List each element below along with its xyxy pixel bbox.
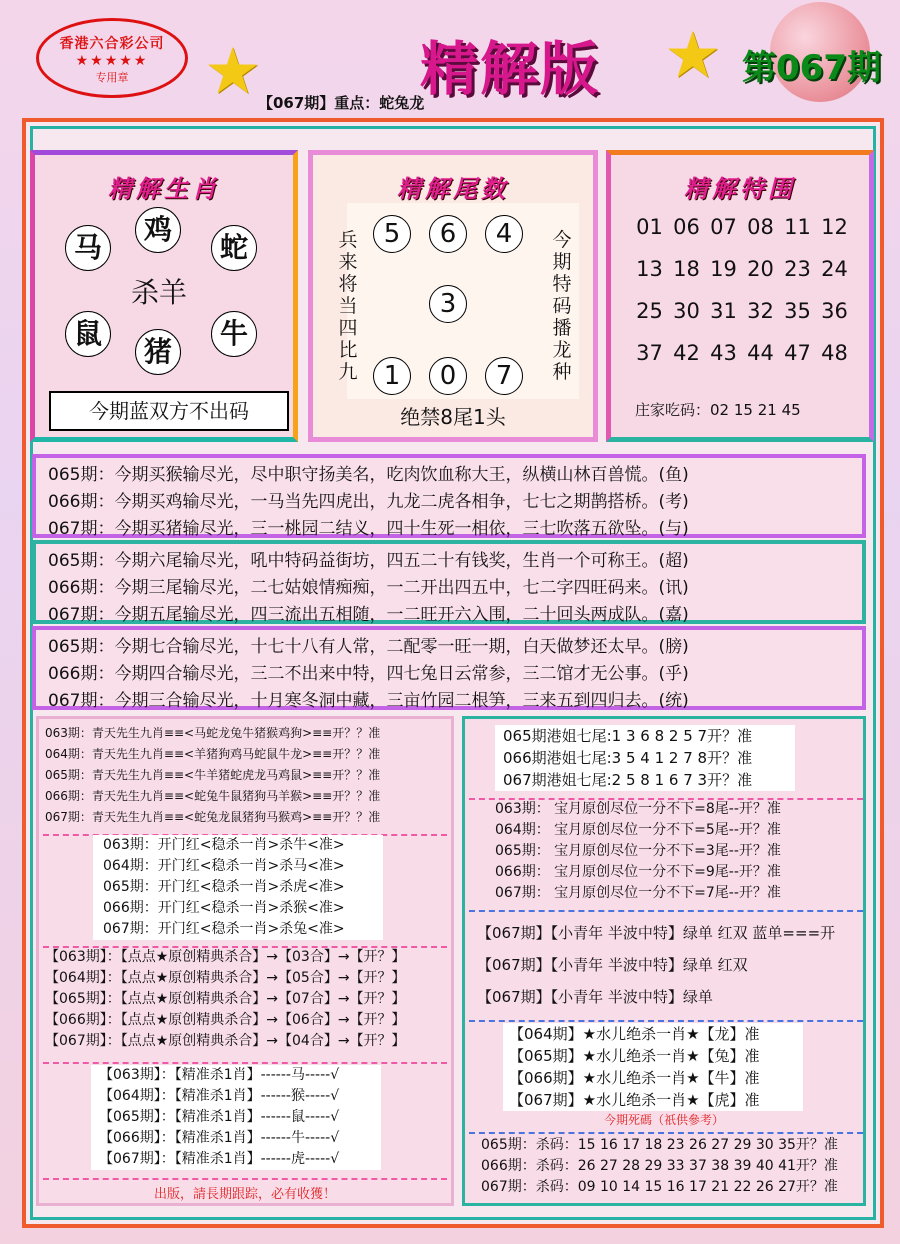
- special-number: 23: [784, 257, 811, 281]
- zodiac-animal: 蛇: [211, 225, 257, 271]
- list-item: 066期：杀码：26 27 28 29 33 37 38 39 40 41开？准: [481, 1158, 838, 1174]
- special-number: 35: [784, 299, 811, 323]
- tail-footer: 绝禁8尾1头: [400, 405, 506, 429]
- tail-number: 7: [485, 357, 523, 395]
- list-item: 【067期】★水儿绝杀一肖★【虎】准: [509, 1091, 760, 1109]
- special-number: 44: [747, 341, 774, 365]
- list-item: 【066期】：【点点★原创精典杀合】→【06合】→【开？】: [45, 1012, 406, 1028]
- zodiac-box: [30, 150, 298, 442]
- shuier-list: [503, 1023, 803, 1111]
- special-number: 37: [636, 341, 663, 365]
- list-item: 【065期】★水儿绝杀一肖★【兔】准: [509, 1047, 760, 1065]
- special-number: 32: [747, 299, 774, 323]
- banker-numbers: 庄家吃码：02 15 21 45: [635, 401, 801, 419]
- special-number: 08: [747, 215, 774, 239]
- special-number: 25: [636, 299, 663, 323]
- poem-line: 067期：今期三合输尽光，十月寒冬洞中藏，三亩竹园二根笋，三来五到四归去。(统): [48, 691, 689, 711]
- stamp-stars: ★★★★★: [75, 53, 149, 69]
- baoyue-list: [495, 799, 865, 904]
- special-number: 42: [673, 341, 700, 365]
- poem-section-combo: [32, 626, 866, 710]
- dead-codes-title: 今期死碼（祇供參考）: [603, 1113, 724, 1127]
- special-number: 24: [821, 257, 848, 281]
- poem-line: 065期：今期买猴输尽光，尽中职守扬美名，吃肉饮血称大王，纵横山林百兽慌。(鱼): [48, 465, 689, 485]
- list-item: 067期： 宝月原创尽位一分不下=7尾--开？准: [495, 885, 781, 901]
- list-item: 067期：青天先生九肖≡≡<蛇兔龙鼠猪狗马猴鸡>≡≡开？？准: [45, 810, 381, 824]
- list-item: 064期：开门红<稳杀一肖>杀马<准>: [103, 858, 345, 874]
- tail-number: 4: [485, 215, 523, 253]
- special-number: 36: [821, 299, 848, 323]
- special-number: 11: [784, 215, 811, 239]
- list-item: 065期港姐七尾:1 3 6 8 2 5 7开？准: [503, 727, 753, 745]
- zodiac-box-title: 精解生肖: [108, 175, 220, 203]
- company-stamp: [36, 18, 188, 98]
- poem-section-tail: [32, 540, 866, 624]
- tail-number: 3: [429, 285, 467, 323]
- zodiac-animal: 鼠: [65, 311, 111, 357]
- list-item: 064期： 宝月原创尽位一分不下=5尾--开？准: [495, 822, 781, 838]
- star-icon: ★: [664, 19, 722, 93]
- list-item: 【066期】★水儿绝杀一肖★【牛】准: [509, 1069, 760, 1087]
- list-item: 065期：开门红<稳杀一肖>杀虎<准>: [103, 879, 345, 895]
- list-item: 067期：杀码：09 10 14 15 16 17 21 22 26 27开？准: [481, 1179, 838, 1195]
- poem-line: 067期：今期五尾输尽光，四三流出五相随，一二旺开六入围，二十回头两成队。(嘉): [48, 605, 689, 625]
- poem-line: 065期：今期七合输尽光，十七十八有人常，二配零一旺一期，白天做梦还太早。(膀): [48, 637, 689, 657]
- special-number: 07: [710, 215, 737, 239]
- special-number: 19: [710, 257, 737, 281]
- list-item: 064期：青天先生九肖≡≡<羊猪狗鸡马蛇鼠牛龙>≡≡开？？准: [45, 747, 381, 761]
- decorative-divider: [30, 126, 875, 136]
- tail-box-title: 精解尾数: [397, 175, 509, 203]
- special-number: 20: [747, 257, 774, 281]
- nine-zodiac-list: [45, 723, 445, 828]
- zodiac-animal: 马: [65, 225, 111, 271]
- footnote: 出版，請長期跟踪，必有收獲！: [153, 1187, 336, 1202]
- page-title: 精解版: [420, 35, 601, 103]
- list-item: 066期：青天先生九肖≡≡<蛇兔牛鼠猪狗马羊猴>≡≡开？？准: [45, 789, 381, 803]
- precise-list: [91, 1065, 381, 1170]
- special-number: 31: [710, 299, 737, 323]
- list-item: 063期：青天先生九肖≡≡<马蛇龙兔牛猪猴鸡狗>≡≡开？？准: [45, 726, 381, 740]
- poem-line: 067期：今期买猪输尽光，三一桃园二结义，四十生死一相依，三七吹落五欲坠。(与): [48, 519, 689, 539]
- tail-number: 1: [373, 357, 411, 395]
- divider: [469, 1020, 863, 1022]
- poem-line: 065期：今期六尾输尽光，吼中特码益街坊，四五二十有钱奖，生肖一个可称王。(超): [48, 551, 689, 571]
- list-item: 【065期】：【点点★原创精典杀合】→【07合】→【开？】: [45, 991, 406, 1007]
- divider: [43, 1062, 447, 1064]
- list-item: 063期：开门红<稳杀一肖>杀牛<准>: [103, 837, 345, 853]
- list-item: 【067期】【小青年 半波中特】绿单 红双 蓝单===开: [477, 924, 836, 942]
- special-number: 06: [673, 215, 700, 239]
- seven-tail-list: [495, 725, 795, 791]
- right-verse: 今期特码播龙种: [552, 229, 572, 383]
- tail-number: 5: [373, 215, 411, 253]
- list-item: 【065期】：【精准杀1肖】------鼠-----√: [99, 1109, 340, 1125]
- special-number: 18: [673, 257, 700, 281]
- divider: [469, 910, 863, 912]
- special-number: 12: [821, 215, 848, 239]
- combo-list: [45, 947, 449, 1052]
- list-item: 【067期】【小青年 半波中特】绿单 红双: [477, 956, 748, 974]
- list-item: 【064期】：【精准杀1肖】------猴-----√: [99, 1088, 340, 1104]
- list-item: 065期： 宝月原创尽位一分不下=3尾--开？准: [495, 843, 781, 859]
- stamp-company-name: 香港六合彩公司: [59, 36, 165, 52]
- focus-line: 【067期】重点：蛇兔龙: [258, 94, 425, 112]
- tail-box: [308, 150, 598, 442]
- special-box-title: 精解特围: [684, 175, 796, 203]
- left-predictions-panel: [36, 716, 454, 1206]
- kaimen-list: [93, 835, 383, 940]
- zodiac-animal: 猪: [135, 329, 181, 375]
- list-item: 【063期】：【点点★原创精典杀合】→【03合】→【开？】: [45, 949, 406, 965]
- list-item: 063期： 宝月原创尽位一分不下=8尾--开？准: [495, 801, 781, 817]
- list-item: 【063期】：【精准杀1肖】------马-----√: [99, 1067, 340, 1083]
- poem-section-zodiac: [32, 454, 866, 538]
- special-number-grid: [631, 215, 853, 365]
- kill-codes-list: [481, 1135, 865, 1198]
- kill-zodiac: 杀羊: [131, 276, 188, 309]
- special-box: [606, 150, 874, 442]
- list-item: 065期：青天先生九肖≡≡<牛羊猪蛇虎龙马鸡鼠>≡≡开？？准: [45, 768, 381, 782]
- list-item: 【064期】：【点点★原创精典杀合】→【05合】→【开？】: [45, 970, 406, 986]
- tail-number: 6: [429, 215, 467, 253]
- issue-number: 第067期: [742, 48, 881, 88]
- special-number: 48: [821, 341, 848, 365]
- list-item: 065期：杀码：15 16 17 18 23 26 27 29 30 35开？准: [481, 1137, 838, 1153]
- list-item: 【067期】【小青年 半波中特】绿单: [477, 988, 713, 1006]
- list-item: 066期：开门红<稳杀一肖>杀猴<准>: [103, 900, 345, 916]
- stamp-label: 专用章: [95, 71, 129, 84]
- poem-line: 066期：今期买鸡输尽光，一马当先四虎出，九龙二虎各相争，七七之期鹊搭桥。(考): [48, 492, 689, 512]
- special-number: 47: [784, 341, 811, 365]
- list-item: 067期：开门红<稳杀一肖>杀兔<准>: [103, 921, 345, 937]
- left-verse: 兵来将当四比九: [338, 229, 358, 383]
- special-number: 30: [673, 299, 700, 323]
- zodiac-animal: 牛: [211, 311, 257, 357]
- right-predictions-panel: [462, 716, 866, 1206]
- zodiac-animal: 鸡: [135, 207, 181, 253]
- poem-line: 066期：今期四合输尽光，三二不出来中特，四七兔日云常参，三二馆才无公事。(乎): [48, 664, 689, 684]
- poem-line: 066期：今期三尾输尽光，二七姑娘情痴痴，一二开出四五中，七二字四旺码来。(讯): [48, 578, 689, 598]
- bobo-list: [477, 917, 865, 1013]
- special-number: 01: [636, 215, 663, 239]
- tail-number: 0: [429, 357, 467, 395]
- special-number: 13: [636, 257, 663, 281]
- divider: [43, 1178, 447, 1180]
- list-item: 【067期】：【点点★原创精典杀合】→【04合】→【开？】: [45, 1033, 406, 1049]
- zodiac-note: 今期蓝双方不出码: [49, 391, 289, 431]
- list-item: 066期港姐七尾:3 5 4 1 2 7 8开？准: [503, 749, 753, 767]
- list-item: 067期港姐七尾:2 5 8 1 6 7 3开？准: [503, 771, 753, 789]
- star-icon: ★: [204, 35, 262, 109]
- divider: [469, 1132, 863, 1134]
- list-item: 【064期】★水儿绝杀一肖★【龙】准: [509, 1025, 760, 1043]
- list-item: 【066期】：【精准杀1肖】------牛-----√: [99, 1130, 340, 1146]
- list-item: 066期： 宝月原创尽位一分不下=9尾--开？准: [495, 864, 781, 880]
- list-item: 【067期】：【精准杀1肖】------虎-----√: [99, 1151, 340, 1167]
- special-number: 43: [710, 341, 737, 365]
